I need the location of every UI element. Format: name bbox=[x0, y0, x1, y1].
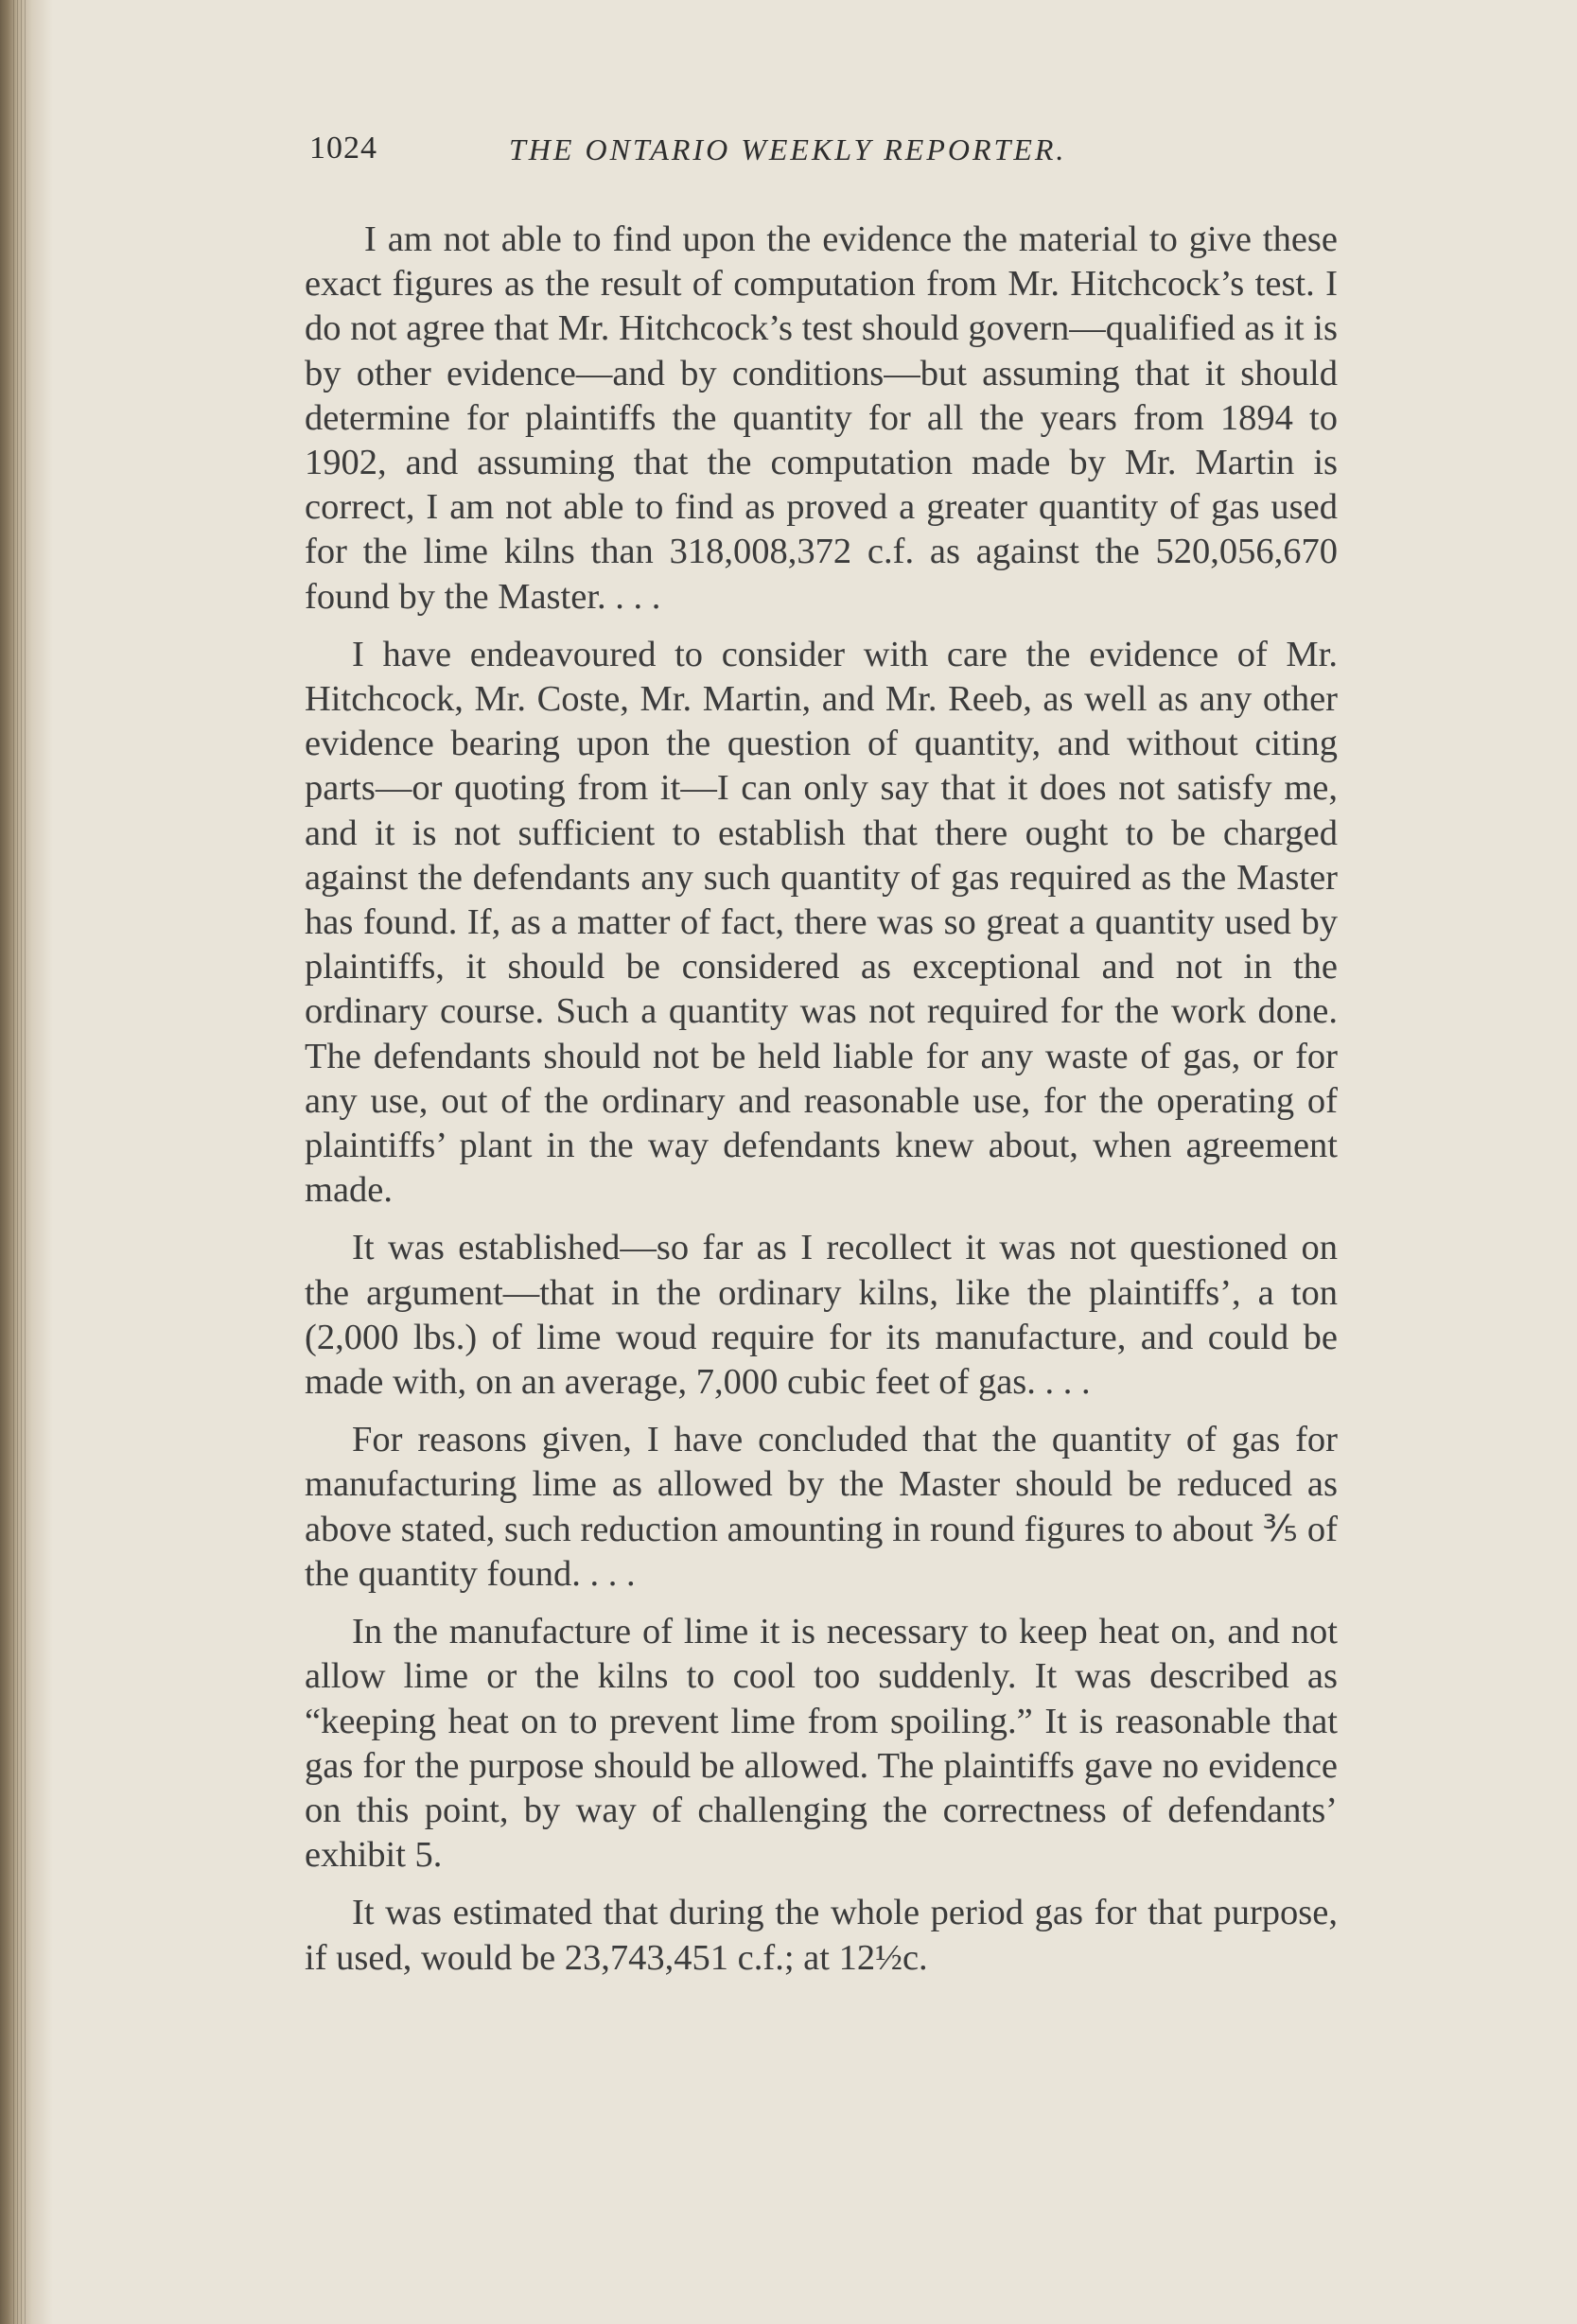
paragraph: I am not able to find upon the evidence the material to give these exact figures as the result of computation from Mr. Hitchcock’s test. I do not agree that Mr. Hitchcock’s test should govern—qualified as it is by other evidence—and by conditions—but assuming that it should determine for plaintiffs the quantity for all the years from 1894 to 1902, and assuming that the computation made by Mr. Martin is correct, I am not able to find as proved a greater quantity of gas used for the lime kilns than 318,008,372 c.f. as against the 520,056,670 found by the Master. . . . bbox=[305, 219, 1338, 617]
paragraph: It was established—so far as I recollect it was not questioned on the argument—that in the ordinary kilns, like the plaintiffs’, a ton (2,000 lbs.) of lime woud require for its manufacture, and could be made with, on an average, 7,000 cubic feet of gas. . . . bbox=[305, 1228, 1338, 1403]
running-title: THE ONTARIO WEEKLY REPORTER. bbox=[509, 132, 1067, 166]
paragraph: It was estimated that during the whole period gas for that purpose, if used, would be 23,743,451 c.f.; at 12½c. bbox=[305, 1893, 1338, 1978]
body-text bbox=[305, 218, 1338, 1981]
paragraph: I have endeavoured to consider with care the evidence of Mr. Hitchcock, Mr. Coste, Mr. Martin, and Mr. Reeb, as well as any other evidence bearing upon the question of quantity, and without citing parts—or quoting from it—I can only say that it does not satisfy me, and it is not sufficient to establish that there ought to be charged against the defendants any such quantity of gas required as the Master has found. If, as a matter of fact, there was so great a quantity used by plaintiffs, it should be considered as exceptional and not in the ordinary course. Such a quantity was not required for the work done. The defendants should not be held liable for any waste of gas, or for any use, out of the ordinary and reasonable use, for the operating of plaintiffs’ plant in the way defendants knew about, when agreement made. bbox=[305, 634, 1338, 1211]
book-page bbox=[305, 123, 1338, 1994]
running-header bbox=[305, 123, 1338, 180]
paragraph: In the manufacture of lime it is necessary to keep heat on, and not allow lime or the kilns to cool too suddenly. It was described as “keeping heat on to prevent lime from spoiling.” It is reasonable that gas for the purpose should be allowed. The plaintiffs gave no evidence on this point, by way of challenging the correctness of defendants’ exhibit 5. bbox=[305, 1612, 1338, 1876]
page-edges bbox=[13, 0, 26, 2324]
page-number: 1024 bbox=[309, 131, 377, 166]
paragraph: For reasons given, I have concluded that the quantity of gas for manufacturing lime as allowed by the Master should be reduced as above stated, such reduction amounting in round figures to about ⅗ of the quantity found. . . . bbox=[305, 1420, 1338, 1594]
book-binding-shadow bbox=[0, 0, 53, 2324]
